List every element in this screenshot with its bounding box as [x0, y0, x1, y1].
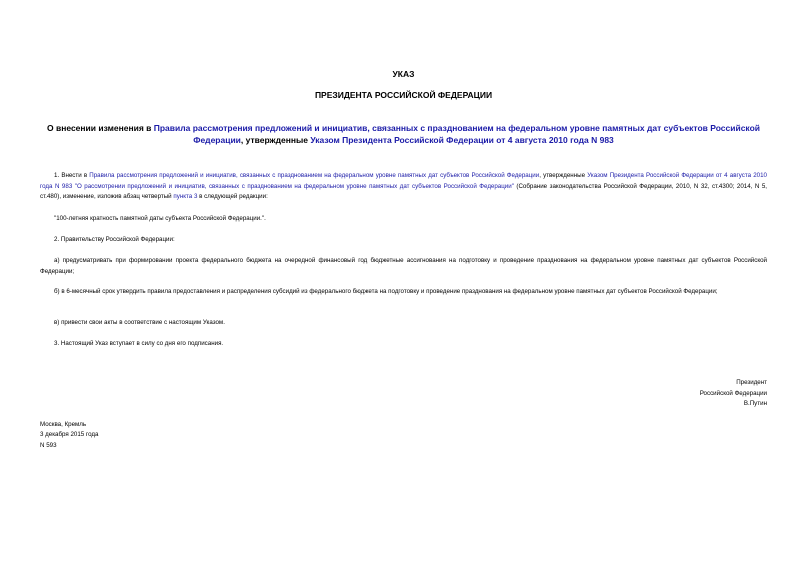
decree-number: N 593: [40, 441, 57, 449]
decree-983-link[interactable]: Указом Президента Российской Федерации от 4 августа 2010 года N 983: [310, 135, 614, 145]
subtitle-middle: , утвержденные: [240, 135, 311, 145]
p1-middle1: , утвержденные: [539, 172, 588, 179]
paragraph-2a: а) предусматривать при формировании проекта федерального бюджета на очередной финансовый год бюджетные ассигнования на подготовку и проведение празднования на федеральном уровне памятных дат субъектов Российской Федерации;: [40, 257, 767, 275]
place-date-block: [40, 420, 240, 451]
subtitle-prefix: О внесении изменения в: [47, 123, 154, 133]
p1-decree-link[interactable]: Указом Президента Российской Федерации от 4 августа 2010 года N 983 "О рассмотрении предложений и инициатив, связанных с празднованием на федеральном уровне памятных дат субъектов Российской Федерации": [40, 172, 767, 190]
decree-subtitle: [40, 122, 767, 146]
decree-issuer: ПРЕЗИДЕНТА РОССИЙСКОЙ ФЕДЕРАЦИИ: [314, 90, 493, 100]
signature-name: В.Путин: [743, 400, 767, 408]
signature-position: Президент: [736, 379, 767, 386]
paragraph-2: 2. Правительству Российской Федерации:: [54, 236, 175, 243]
paragraph-2c: в) привести свои акты в соответствие с настоящим Указом.: [54, 319, 225, 326]
p1-prefix: 1. Внести в: [54, 172, 90, 179]
p1-rules-link[interactable]: Правила рассмотрения предложений и инициатив, связанных с празднованием на федеральном уровне памятных дат субъектов Российской Федерации: [89, 172, 540, 179]
signing-place: Москва, Кремль: [40, 421, 87, 428]
signature-country: Российской Федерации: [699, 389, 767, 397]
p1-suffix: в следующей редакции:: [197, 193, 268, 201]
signing-date: 3 декабря 2015 года: [40, 431, 99, 439]
decree-title: УКАЗ: [392, 69, 415, 79]
signature-block: [567, 378, 767, 410]
paragraph-quote: "100-летняя кратность памятной даты субъекта Российской Федерации.".: [54, 215, 266, 222]
paragraph-3: 3. Настоящий Указ вступает в силу со дня его подписания.: [54, 340, 224, 347]
paragraph-1: [40, 171, 767, 203]
p1-point3-link[interactable]: пункта 3: [173, 193, 198, 201]
p1-middle2: (Собрание законодательства Российской Федерации, 2010, N 32, ст.4300; 2014, N 5, ст.480), изменение, изложив абзац четвертый: [40, 182, 767, 201]
rules-link[interactable]: Правила рассмотрения предложений и инициатив, связанных с празднованием на федеральном уровне памятных дат субъектов Российской Федерации: [153, 123, 760, 145]
paragraph-2b: б) в 6-месячный срок утвердить правила предоставления и распределения субсидий из федерального бюджета на подготовку и проведение празднования на федеральном уровне памятных дат субъектов Российской Федерации;: [54, 288, 718, 295]
